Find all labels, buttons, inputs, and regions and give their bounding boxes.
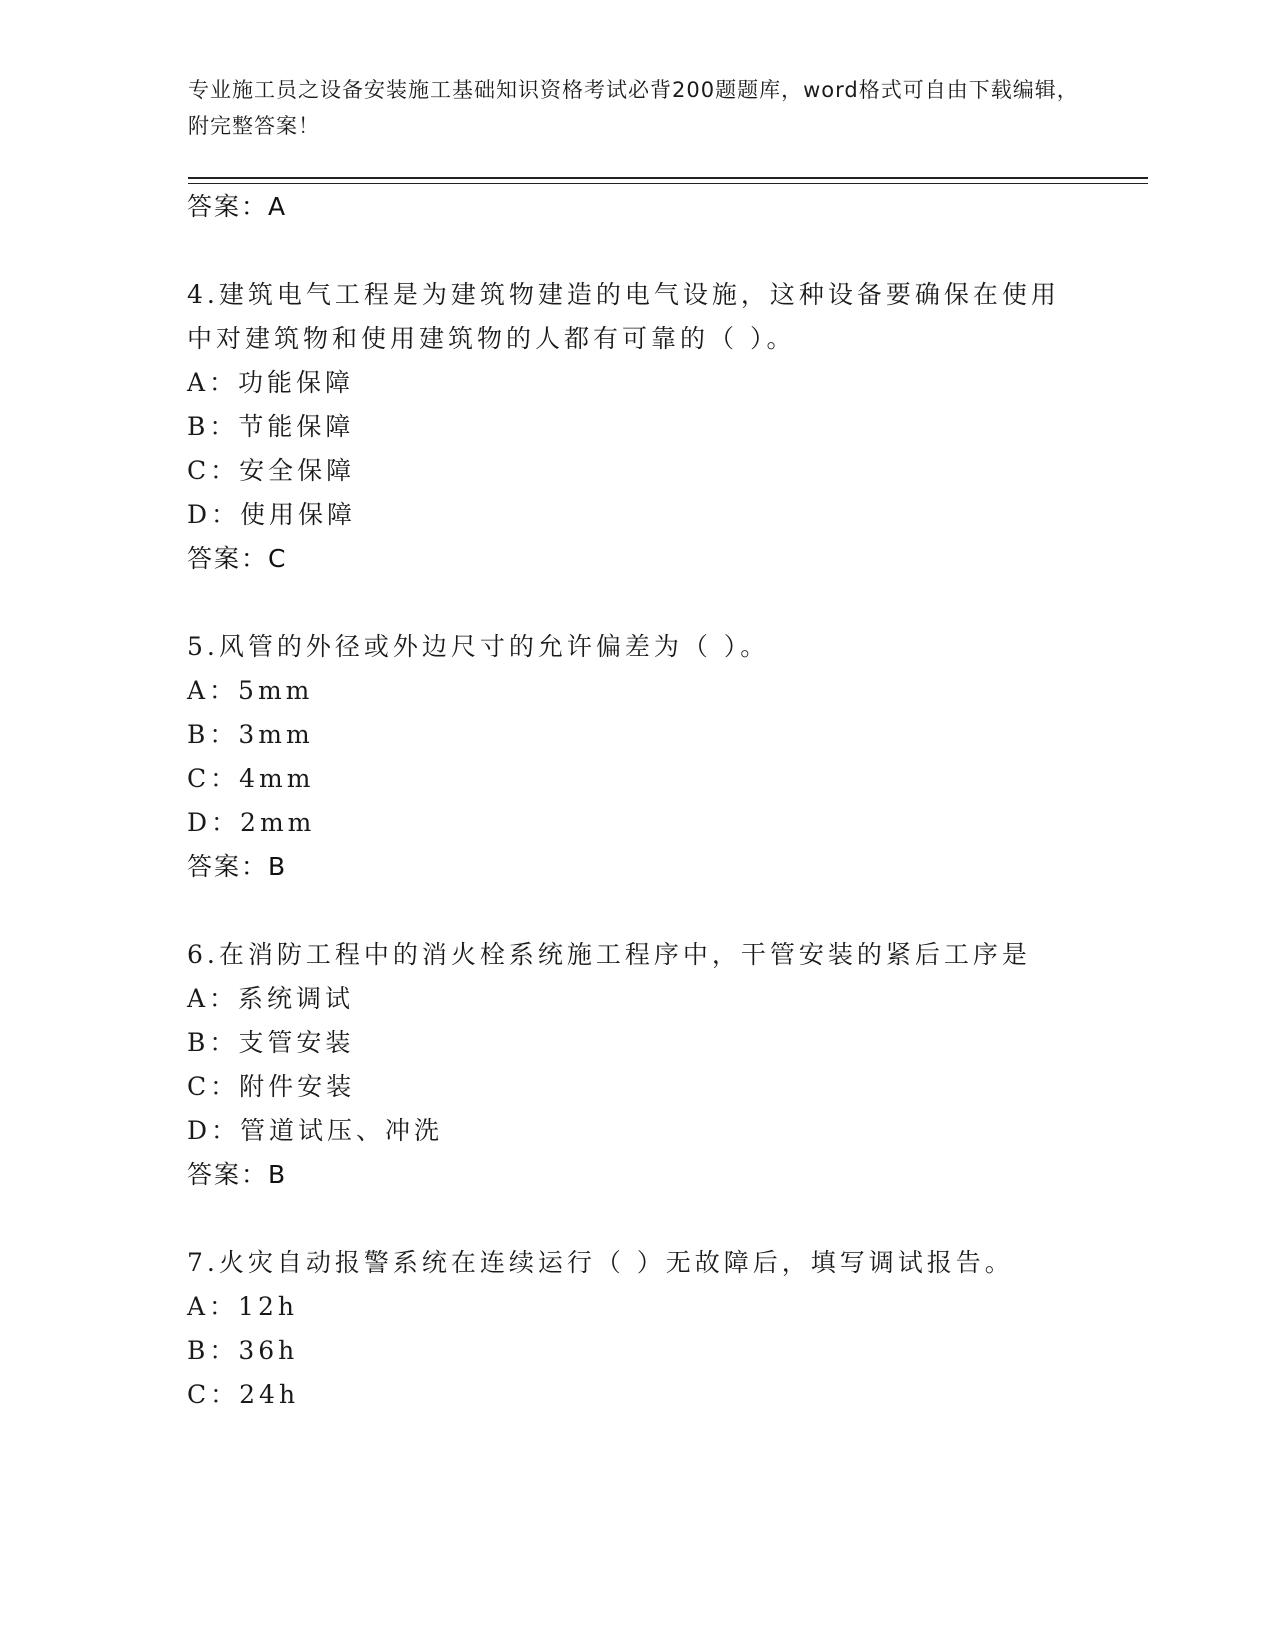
question-4-stem-line1: 4.建筑电气工程是为建筑物建造的电气设施，这种设备要确保在使用 [187, 280, 1060, 309]
question-5-answer: 答案：B [187, 852, 288, 881]
document-header: 专业施工员之设备安装施工基础知识资格考试必背200题题库，word格式可自由下载编辑，附完整答案！ [188, 78, 1079, 138]
question-5-option-d: D：2mm [187, 808, 316, 837]
question-4-stem-line2: 中对建筑物和使用建筑物的人都有可靠的（ ）。 [187, 324, 796, 353]
question-5-option-c: C：4mm [187, 764, 315, 793]
question-6-answer: 答案：B [187, 1160, 288, 1189]
question-4-option-b: B：节能保障 [187, 412, 355, 441]
header-divider-thick [188, 177, 1148, 179]
question-5-option-b: B：3mm [187, 720, 314, 749]
question-4-answer: 答案：C [187, 544, 288, 573]
question-5-stem-line1: 5.风管的外径或外边尺寸的允许偏差为（ ）。 [187, 632, 770, 661]
question-6-option-b: B：支管安装 [187, 1028, 355, 1057]
question-7-option-c: C：24h [187, 1380, 300, 1409]
question-6-option-c: C：附件安装 [187, 1072, 356, 1101]
question-4-option-d: D：使用保障 [187, 500, 357, 529]
answer-prev: 答案：A [187, 192, 288, 221]
question-7-option-b: B：36h [187, 1336, 299, 1365]
header-divider-thin [188, 183, 1148, 184]
question-6-option-a: A：系统调试 [187, 984, 355, 1013]
question-6-option-d: D：管道试压、冲洗 [187, 1116, 444, 1145]
question-4-option-c: C：安全保障 [187, 456, 356, 485]
question-6-stem-line1: 6.在消防工程中的消火栓系统施工程序中，干管安装的紧后工序是 [187, 940, 1031, 969]
question-4-option-a: A：功能保障 [187, 368, 355, 397]
question-7-option-a: A：12h [187, 1292, 298, 1321]
question-5-option-a: A：5mm [187, 676, 314, 705]
question-7-stem-line1: 7.火灾自动报警系统在连续运行（ ）无故障后，填写调试报告。 [187, 1248, 1014, 1277]
